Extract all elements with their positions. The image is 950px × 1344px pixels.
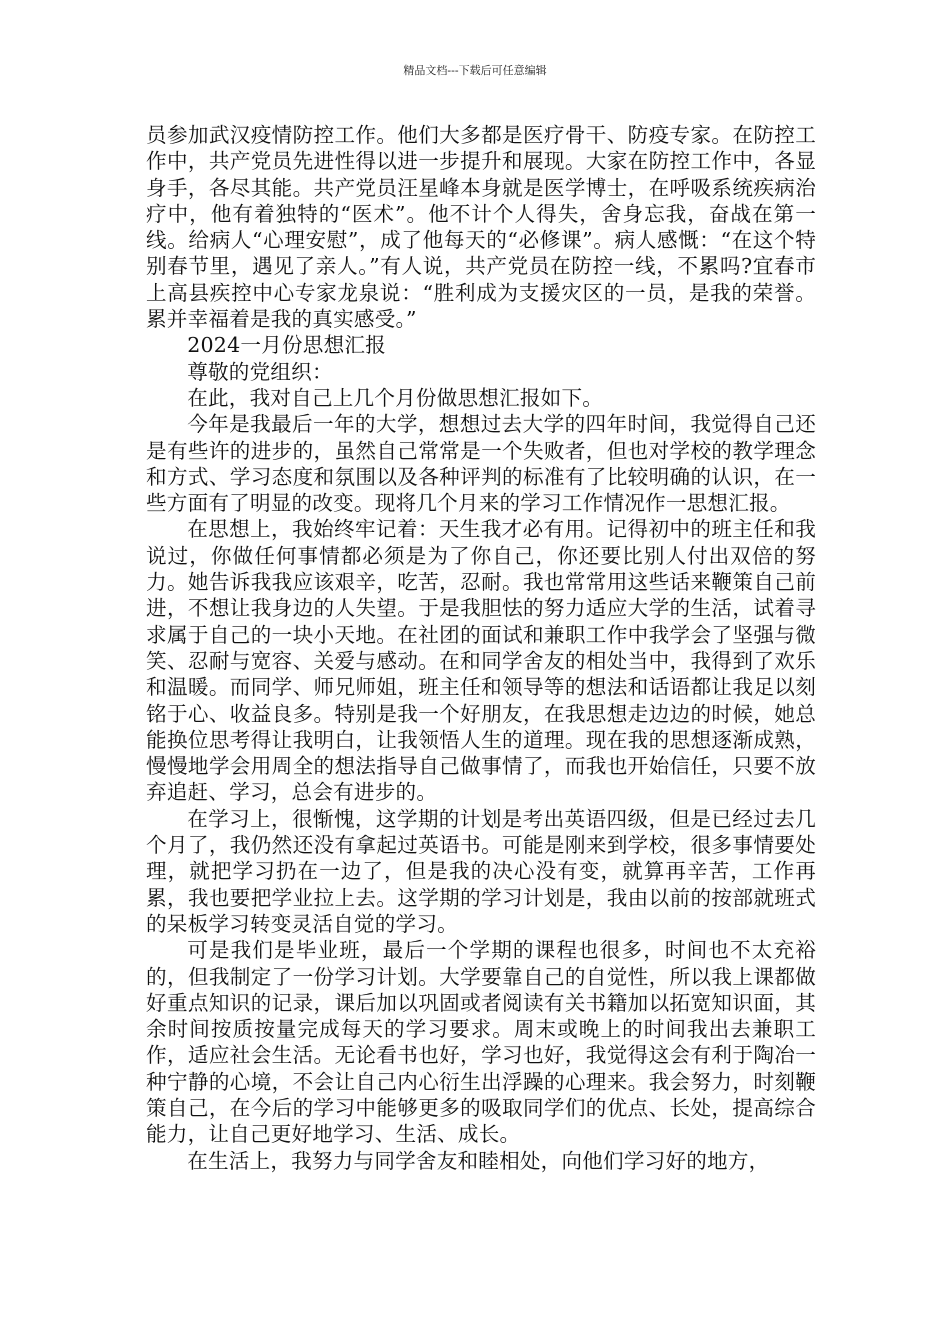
paragraph: 在生活上，我努力与同学舍友和睦相处，向他们学习好的地方， [187,1148,770,1173]
paragraph: 尊敬的党组织： [187,359,333,384]
page-header: 精品文档---下载后可任意编辑 [403,64,547,77]
paragraph: 在学习上，很惭愧，这学期的计划是考出英语四级，但是已经过去几个月了，我仍然还没有拿起过英语书。可能是刚来到学校，很多事情要处理，就把学习扔在一边了，但是我的决心没有变，就算再辛苦，工作再累，我也要把学业拉上去。这学期的学习计划是，我由以前的按部就班式的呆板学习转变灵活自觉的学习。 [146,806,816,936]
paragraph: 今年是我最后一年的大学，想想过去大学的四年时间，我觉得自己还是有些许的进步的，虽然自己常常是一个失败者，但也对学校的教学理念和方式、学习态度和氛围以及各种评判的标准有了比较明确的认识，在一些方面有了明显的改变。现将几个月来的学习工作情况作一思想汇报。 [146,412,816,516]
paragraph: 在思想上，我始终牢记着：天生我才必有用。记得初中的班主任和我说过，你做任何事情都必须是为了你自己，你还要比别人付出双倍的努力。她告诉我我应该艰辛，吃苦，忍耐。我也常常用这些话来鞭策自己前进，不想让我身边的人失望。于是我胆怯的努力适应大学的生活，试着寻求属于自己的一块小天地。在社团的面试和兼职工作中我学会了坚强与微笑、忍耐与宽容、关爱与感动。在和同学舍友的相处当中，我得到了欢乐和温暖。而同学、师兄师姐，班主任和领导等的想法和话语都让我足以刻铭于心、收益良多。特别是我一个好朋友，在我思想走边边的时候，她总能换位思考得让我明白，让我领悟人生的道理。现在我的思想逐渐成熟，慢慢地学会用周全的想法指导自己做事情了，而我也开始信任，只要不放弃追赶、学习，总会有进步的。 [146,517,816,805]
paragraph: 员参加武汉疫情防控工作。他们大多都是医疗骨干、防疫专家。在防控工作中，共产党员先进性得以进一步提升和展现。大家在防控工作中，各显身手，各尽其能。共产党员汪星峰本身就是医学博士，在呼吸系统疾病治疗中，他有着独特的“医术”。他不计个人得失，舍身忘我，奋战在第一线。给病人“心理安慰”，成了他每天的“必修课”。病人感慨：“在这个特别春节里，遇见了亲人。”有人说，共产党员在防控一线，不累吗?宜春市上高县疾控中心专家龙泉说：“胜利成为支援灾区的一员，是我的荣誉。累并幸福着是我的真实感受。” [146,123,816,332]
paragraph: 可是我们是毕业班，最后一个学期的课程也很多，时间也不太充裕的，但我制定了一份学习计划。大学要靠自己的自觉性，所以我上课都做好重点知识的记录，课后加以巩固或者阅读有关书籍加以拓宽知识面，其余时间按质按量完成每天的学习要求。周末或晚上的时间我出去兼职工作，适应社会生活。无论看书也好，学习也好，我觉得这会有利于陶冶一种宁静的心境，不会让自己内心衍生出浮躁的心理来。我会努力，时刻鞭策自己，在今后的学习中能够更多的吸取同学们的优点、长处，提高综合能力，让自己更好地学习、生活、成长。 [146,938,816,1147]
paragraph: 在此，我对自己上几个月份做思想汇报如下。 [187,385,604,410]
paragraph: 2024一月份思想汇报 [187,333,386,358]
document-body [146,122,816,1174]
